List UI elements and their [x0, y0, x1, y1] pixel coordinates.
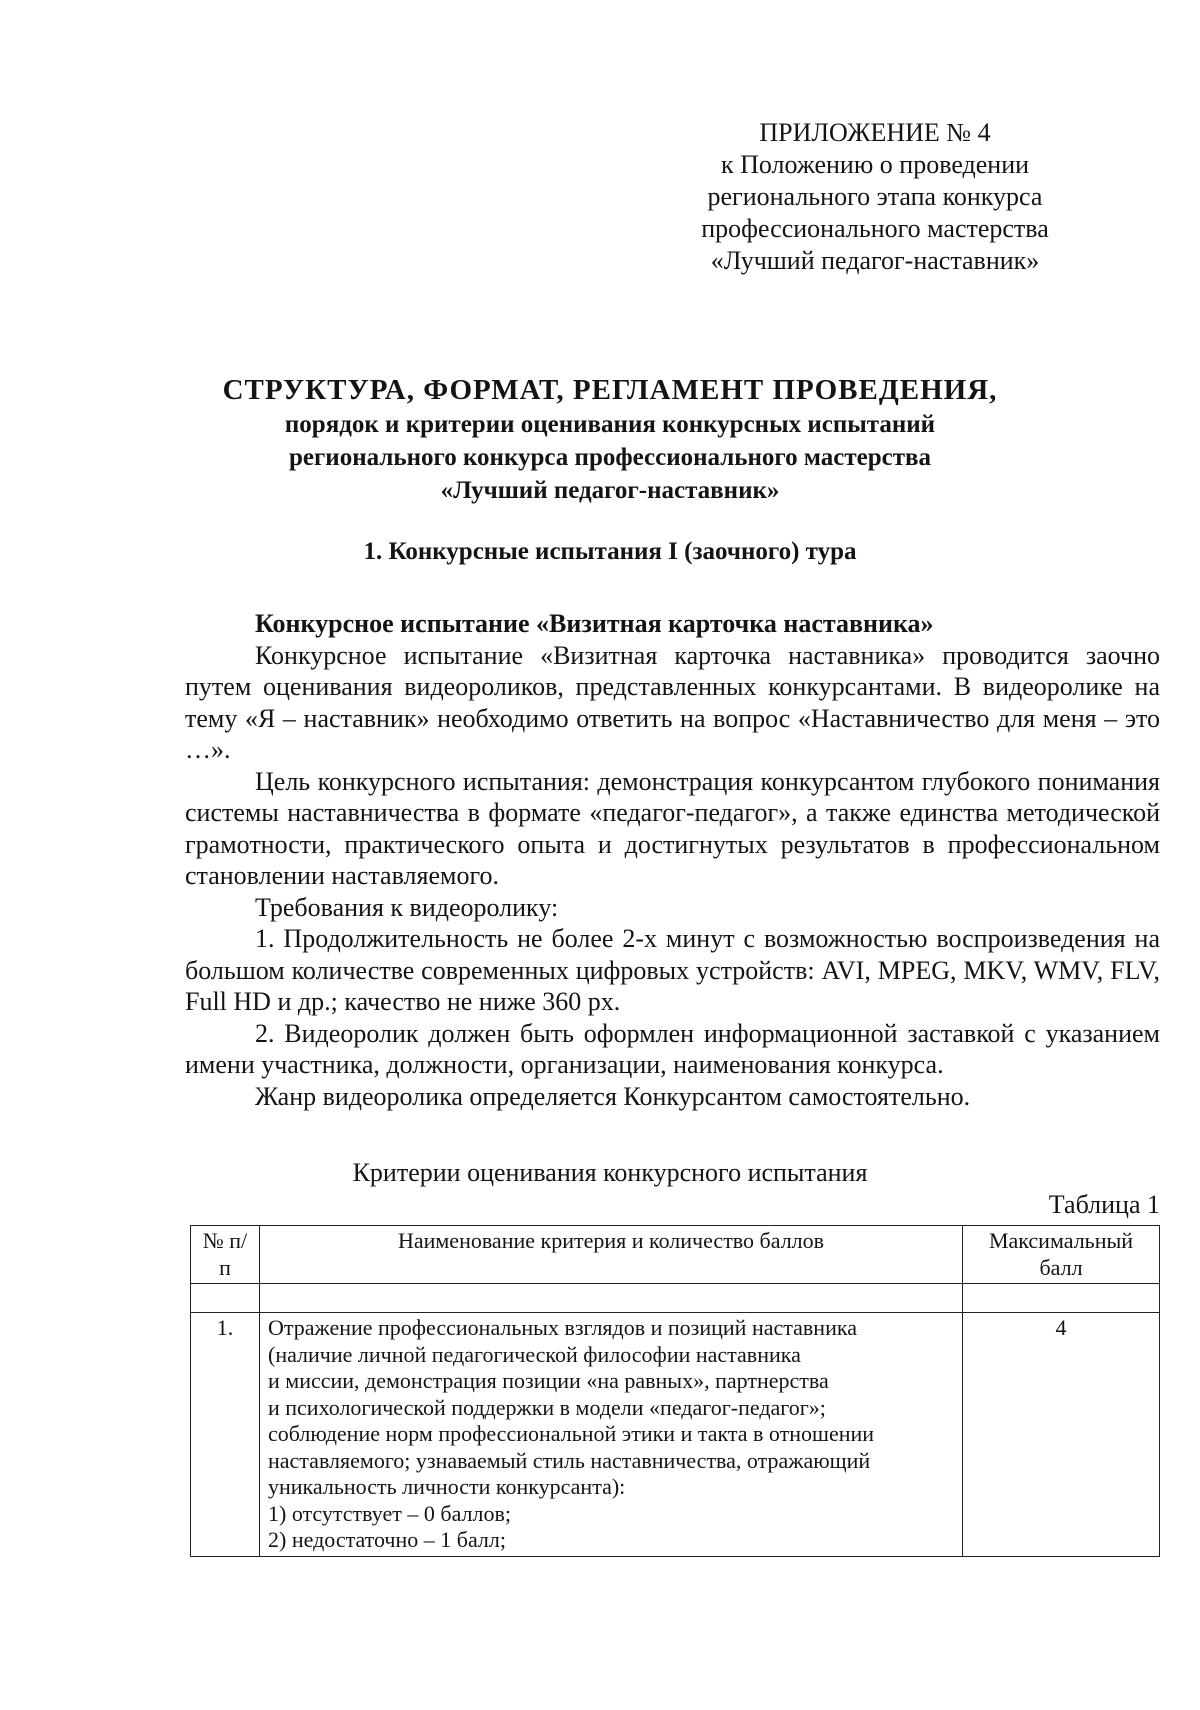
- appendix-line: к Положению о проведении: [720, 150, 1030, 179]
- appendix-header: [665, 117, 1085, 277]
- table-header-row: [191, 1226, 1160, 1284]
- paragraph: Требования к видеоролику:: [255, 892, 559, 922]
- title-main: СТРУКТУРА, ФОРМАТ, РЕГЛАМЕНТ ПРОВЕДЕНИЯ,: [222, 374, 998, 406]
- section-heading: 1. Конкурсные испытания I (заочного) тура: [363, 538, 857, 565]
- criterion-line: уникальность личности конкурсанта):: [268, 1474, 626, 1499]
- header-max: Максимальный балл: [963, 1226, 1160, 1284]
- table-label: Таблица 1: [1048, 1190, 1160, 1219]
- appendix-line: «Лучший педагог-наставник»: [710, 246, 1040, 275]
- row-num: 1.: [191, 1313, 260, 1557]
- criterion-line: наставляемого; узнаваемый стиль наставничества, отражающий: [268, 1447, 871, 1473]
- table-cell: [260, 1284, 963, 1313]
- paragraph: 1. Продолжительность не более 2-х минут с возможностью воспроизведения на большом количестве современных цифровых устройств: AVI, MPEG, MKV, WMV, FLV, Full HD и др.; качество не ниже 360 px.: [185, 924, 1160, 1016]
- paragraph: Конкурсное испытание «Визитная карточка наставника» проводится заочно путем оценивания видеороликов, представленных конкурсантами. В видеоролике на тему «Я – наставник» необходимо ответить на вопрос «Наставничество для меня – это …».: [185, 640, 1160, 764]
- table-cell: [191, 1284, 260, 1313]
- appendix-line: регионального этапа конкурса: [707, 182, 1043, 211]
- criterion-line: и психологической поддержки в модели «педагог-педагог»;: [268, 1394, 826, 1420]
- table-spacer-row: [191, 1284, 1160, 1313]
- body-text: [185, 608, 1160, 1112]
- criterion-line: и миссии, демонстрация позиции «на равных», партнерства: [268, 1368, 829, 1393]
- table-row: [191, 1313, 1160, 1557]
- document-title: [180, 372, 1040, 507]
- row-max-score: 4: [963, 1313, 1160, 1557]
- paragraph: Жанр видеоролика определяется Конкурсантом самостоятельно.: [255, 1081, 971, 1111]
- appendix-number: ПРИЛОЖЕНИЕ № 4: [759, 118, 991, 147]
- subsection-heading: Конкурсное испытание «Визитная карточка наставника»: [255, 609, 934, 638]
- criterion-line: (наличие личной педагогической философии наставника: [268, 1341, 801, 1367]
- header-num: № п/п: [191, 1226, 260, 1284]
- table-cell: [963, 1284, 1160, 1313]
- title-subline: «Лучший педагог-наставник»: [440, 477, 780, 504]
- criterion-line: соблюдение норм профессиональной этики и такта в отношении: [268, 1421, 875, 1446]
- criteria-table: [190, 1225, 1160, 1557]
- header-name: Наименование критерия и количество баллов: [260, 1226, 963, 1284]
- row-criterion: [260, 1313, 963, 1557]
- criterion-line: 1) отсутствует – 0 баллов;: [268, 1500, 511, 1526]
- criterion-line: Отражение профессиональных взглядов и позиций наставника: [268, 1315, 857, 1340]
- title-subline: регионального конкурса профессионального мастерства: [288, 444, 932, 471]
- criteria-title: Критерии оценивания конкурсного испытания: [352, 1158, 868, 1187]
- paragraph: Цель конкурсного испытания: демонстрация конкурсантом глубокого понимания системы наставничества в формате «педагог-педагог», а также единства методической грамотности, практического опыта и достигнутых результатов в профессиональном становлении наставляемого.: [185, 766, 1160, 890]
- paragraph: 2. Видеоролик должен быть оформлен информационной заставкой с указанием имени участника, должности, организации, наименования конкурса.: [185, 1018, 1160, 1079]
- title-subline: порядок и критерии оценивания конкурсных испытаний: [284, 411, 936, 438]
- criterion-line: 2) недостаточно – 1 балл;: [268, 1527, 506, 1552]
- appendix-line: профессионального мастерства: [701, 214, 1049, 243]
